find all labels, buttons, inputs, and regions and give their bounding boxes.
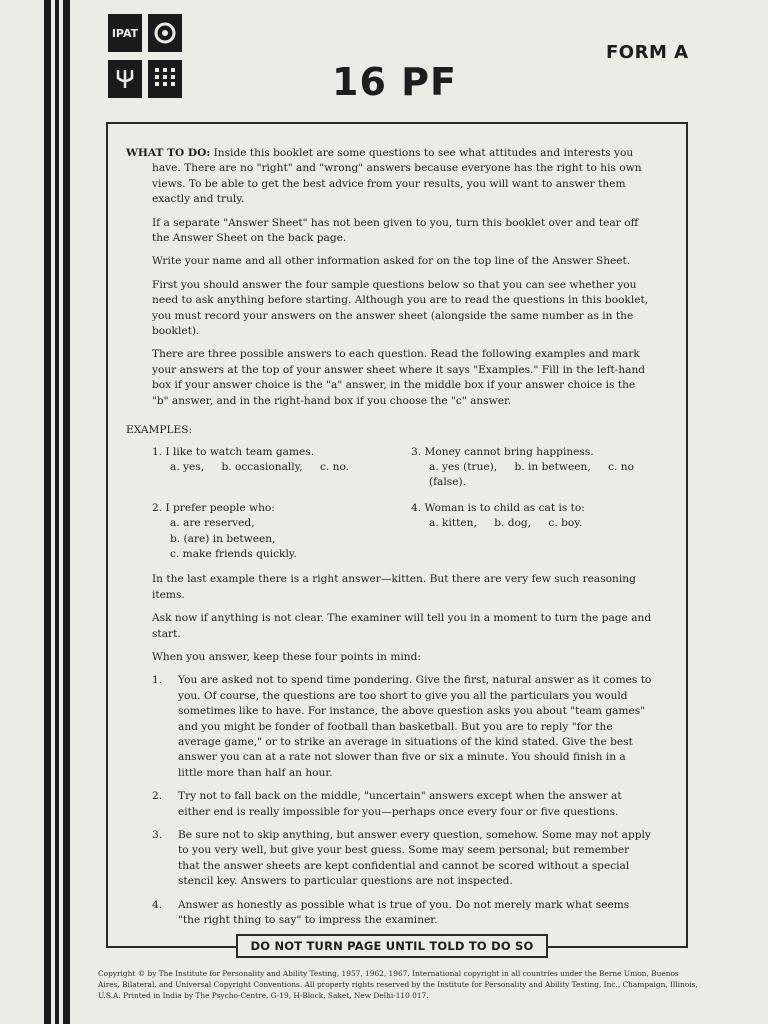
example-question: 4. Woman is to child as cat is to: [411, 501, 585, 514]
example-question: 1. I like to watch team games. [152, 445, 315, 458]
point-item [126, 828, 654, 890]
example-option: b. occasionally, [221, 460, 303, 473]
ipat-logo-block [108, 14, 184, 100]
what-to-do-label: WHAT TO DO: [126, 147, 211, 159]
instruction-paragraph: Ask now if anything is not clear. The examiner will tell you in a moment to turn the page and start. [152, 612, 652, 640]
example-item [152, 445, 395, 491]
point-number: 4. [152, 898, 163, 911]
emblem-icon [148, 14, 182, 52]
example-item [152, 501, 395, 563]
example-option: c. boy. [548, 517, 583, 530]
page-title: 16 PF [332, 60, 457, 104]
point-text: Try not to fall back on the middle, "uncertain" answers except when the answer at either end is really impossible for you—perhaps once every four or five questions. [178, 790, 622, 818]
form-label: FORM A [606, 42, 689, 63]
examples-grid [152, 445, 654, 573]
example-option: a. yes, [170, 460, 205, 473]
instruction-paragraph: In the last example there is a right answer—kitten. But there are very few such reasoning items. [152, 573, 636, 601]
example-option: a. yes (true), [429, 460, 498, 473]
instruction-paragraph: There are three possible answers to each question. Read the following examples and mark your answers at the top of your answer sheet where it says "Examples." Fill in the left-hand box if your answer choice is the "a" answer, in the middle box if your answer choice is the "b" answer, and in the right-hand box if you choose the "c" answer. [152, 348, 646, 407]
copyright-notice: Copyright © by The Institute for Personality and Ability Testing, 1957, 1962, 1967. International copyright in all countries under the Berne Union, Buenos Aires, Bilateral, and Universal Copyright Conventions. All property rights reserved by the Institute for Personality and Ability Testing, Inc., Champaign, Illinois, U.S.A. Printed in India by The Psycho-Centre, G-19, H-Block, Saket, New Delhi-110 017. [98, 969, 698, 1000]
examples-heading: EXAMPLES: [126, 424, 193, 437]
example-option: b. (are) in between, [170, 532, 276, 545]
example-option: a. are reserved, [170, 517, 255, 530]
do-not-turn-banner: DO NOT TURN PAGE UNTIL TOLD TO DO SO [236, 934, 548, 958]
point-text: You are asked not to spend time pondering. Give the first, natural answer as it comes to you. Of course, the questions are too short to give you all the particulars you would sometimes like to have. For instance, the above question asks you about "team games" and you might be fonder of football than basketball. But you are to reply "for the average game," or to strike an average in situations of the kind stated. Give the best answer you can at a rate not slower than five or six a minute. You should finish in a little more than half an hour. [178, 674, 652, 779]
what-to-do-paragraph [126, 146, 654, 208]
psi-icon [108, 60, 142, 98]
instructions-content [126, 146, 654, 936]
point-number: 2. [152, 790, 163, 803]
stripe [44, 0, 51, 1024]
stripe [55, 0, 59, 1024]
grid-icon [148, 60, 182, 98]
example-options [411, 516, 654, 531]
example-option: b. in between, [514, 460, 591, 473]
what-to-do-text: Inside this booklet are some questions to see what attitudes and interests you have. There are no "right" and "wrong" answers because everyone has the right to his own views. To be able to get the best advice from your results, you will want to answer them exactly and truly. [152, 147, 642, 206]
ipat-logo: IPAT [108, 14, 142, 52]
example-options [152, 460, 395, 475]
example-option: a. kitten, [429, 517, 477, 530]
instruction-paragraph: When you answer, keep these four points in mind: [152, 650, 421, 663]
point-item [126, 673, 654, 781]
point-item [126, 789, 654, 820]
stripe [63, 0, 70, 1024]
example-option: b. dog, [494, 517, 532, 530]
instruction-paragraph: If a separate "Answer Sheet" has not been given to you, turn this booklet over and tear off the Answer Sheet on the back page. [152, 216, 639, 245]
example-question: 2. I prefer people who: [152, 501, 275, 514]
example-item [411, 445, 654, 491]
binding-stripes [44, 0, 74, 1024]
example-options [411, 460, 654, 491]
example-option: c. no (false). [429, 460, 634, 489]
point-number: 3. [152, 829, 163, 842]
instruction-paragraph: Write your name and all other information asked for on the top line of the Answer Sheet. [152, 255, 631, 268]
instruction-paragraph: First you should answer the four sample questions below so that you can see whether you need to ask anything before starting. Although you are to read the questions in this booklet, you must record your answers on the answer sheet (alongside the same number as in the booklet). [152, 278, 649, 338]
point-item [126, 898, 654, 929]
example-option: c. no. [320, 460, 350, 473]
example-item [411, 501, 654, 563]
example-option: c. make friends quickly. [170, 547, 297, 560]
point-text: Answer as honestly as possible what is true of you. Do not merely mark what seems "the right thing to say" to impress the examiner. [178, 898, 630, 927]
point-text: Be sure not to skip anything, but answer every question, somehow. Some may not apply to you very well, but give your best guess. Some may seem personal; but remember that the answer sheets are kept confidential and cannot be scored without a special stencil key. Answers to particular questions are not inspected. [178, 829, 651, 888]
point-number: 1. [152, 674, 163, 687]
example-question: 3. Money cannot bring happiness. [411, 445, 594, 458]
example-options [152, 516, 395, 562]
